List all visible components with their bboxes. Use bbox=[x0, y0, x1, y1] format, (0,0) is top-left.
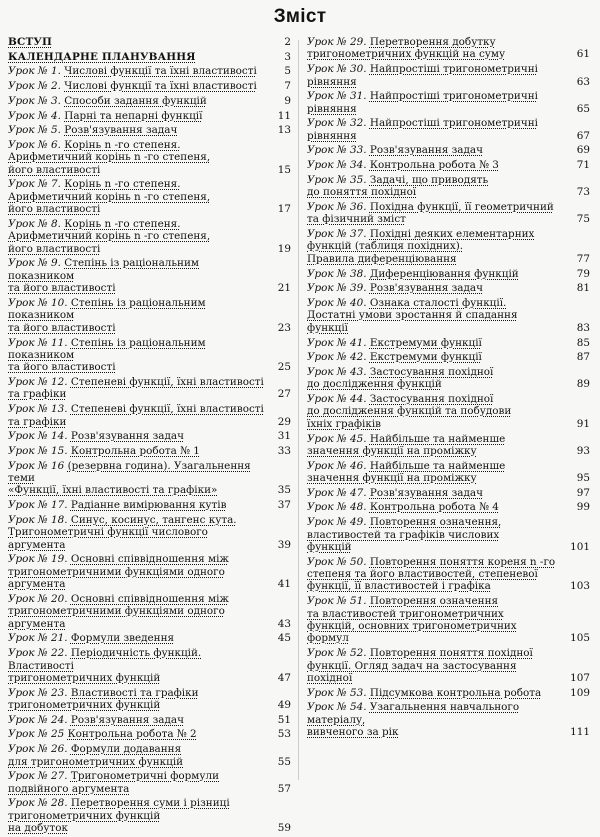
toc-entry-text bbox=[8, 445, 268, 457]
lesson-title: Розв'язування задач bbox=[369, 486, 483, 499]
toc-entry-text bbox=[307, 687, 567, 699]
toc-entry-text bbox=[307, 595, 567, 645]
toc-entry[interactable] bbox=[307, 393, 590, 430]
lesson-title: Контрольна робота № 4 bbox=[369, 501, 499, 514]
lesson-number: Урок № 18. bbox=[8, 513, 68, 526]
page-number: 105 bbox=[570, 632, 590, 645]
lesson-title: Ознака сталості функції. Достатні умови зростання й спадання функції bbox=[307, 296, 518, 334]
lesson-number: Урок № 46. bbox=[307, 459, 367, 472]
page-number: 29 bbox=[277, 415, 291, 428]
toc-entry[interactable] bbox=[307, 159, 590, 171]
page-number: 31 bbox=[277, 430, 291, 443]
lesson-number: Урок № 45. bbox=[307, 432, 367, 445]
page-number: 81 bbox=[576, 282, 590, 295]
toc-entry-text bbox=[8, 218, 268, 255]
toc-entry[interactable] bbox=[8, 178, 291, 215]
page-number: 27 bbox=[277, 388, 291, 401]
page-number: 23 bbox=[277, 321, 291, 334]
lesson-title: КАЛЕНДАРНЕ ПЛАНУВАННЯ bbox=[8, 50, 196, 63]
lesson-number: Урок № 39. bbox=[307, 282, 367, 295]
toc-entry-text bbox=[8, 403, 268, 428]
toc-entry-text bbox=[307, 117, 567, 142]
toc-entry[interactable] bbox=[8, 714, 291, 726]
toc-entry-text bbox=[8, 297, 268, 334]
toc-entry[interactable] bbox=[8, 687, 291, 712]
lesson-number: Урок № 38. bbox=[307, 267, 367, 280]
toc-entry[interactable] bbox=[8, 218, 291, 255]
toc-entry-text bbox=[307, 337, 567, 349]
page-number: 9 bbox=[284, 94, 291, 107]
page-number: 101 bbox=[570, 540, 590, 553]
page-number: 69 bbox=[576, 144, 590, 157]
lesson-title: Узагальнення навчального матеріалу, вивченого за рік bbox=[307, 701, 520, 739]
page-number: 79 bbox=[576, 267, 590, 280]
toc-entry-text bbox=[8, 770, 268, 795]
toc-entry-text bbox=[8, 632, 268, 644]
page-title: Зміст bbox=[273, 6, 327, 27]
lesson-number: Урок № 33. bbox=[307, 144, 367, 157]
lesson-number: Урок № 47. bbox=[307, 486, 367, 499]
page-number: 97 bbox=[576, 486, 590, 499]
toc-entry[interactable] bbox=[307, 556, 590, 593]
page-number: 41 bbox=[277, 578, 291, 591]
lesson-title: Похідна функції, її геометричний та фізичний зміст bbox=[307, 200, 554, 226]
lesson-number: Урок № 32. bbox=[307, 117, 367, 130]
lesson-number: Урок № 25 bbox=[8, 728, 65, 741]
page-number: 95 bbox=[576, 472, 590, 485]
lesson-title: Основні співвідношення між тригонометричними функціями одного аргумента bbox=[8, 592, 229, 630]
page-number: 99 bbox=[576, 501, 590, 514]
lesson-number: Урок № 37. bbox=[307, 228, 367, 241]
toc-entry-text bbox=[8, 499, 268, 511]
toc-entry-text bbox=[8, 728, 268, 740]
toc-entry-text bbox=[307, 501, 567, 513]
lesson-title: Повторення означення та властивостей тригонометричних функцій, основних тригонометричних формул bbox=[307, 595, 517, 645]
toc-entry-text bbox=[8, 430, 268, 442]
page-number: 51 bbox=[277, 713, 291, 726]
lesson-title: Екстремуми функції bbox=[369, 336, 482, 349]
toc-entry-text bbox=[307, 556, 567, 593]
toc-entry[interactable] bbox=[8, 65, 291, 77]
page-number: 43 bbox=[277, 617, 291, 630]
toc-entry-text bbox=[307, 268, 567, 280]
toc-entry-text bbox=[307, 516, 567, 553]
lesson-title: Степінь із раціональним показником та його властивості bbox=[8, 257, 199, 295]
lesson-title: Контрольна робота № 1 bbox=[70, 444, 200, 457]
page-number: 111 bbox=[570, 726, 590, 739]
lesson-number: Урок № 30. bbox=[307, 63, 367, 76]
toc-entry[interactable] bbox=[8, 51, 291, 63]
lesson-title: Розв'язування задач bbox=[64, 124, 178, 137]
toc-entry[interactable] bbox=[8, 403, 291, 428]
toc-entry[interactable] bbox=[8, 110, 291, 122]
lesson-title: Перетворення суми і різниці тригонометричних функцій на добуток bbox=[8, 797, 230, 835]
lesson-title: Розв'язування задач bbox=[369, 144, 483, 157]
toc-entry-text bbox=[307, 36, 567, 61]
lesson-title: Числові функції та їхні властивості bbox=[64, 65, 257, 78]
toc-entry-text bbox=[307, 174, 567, 199]
toc-entry-text bbox=[307, 460, 567, 485]
lesson-number: Урок № 29. bbox=[307, 36, 367, 48]
page-number: 93 bbox=[576, 444, 590, 457]
lesson-title: Похідні деяких елементарних функцій (таблиця похідних). Правила диференціювання bbox=[307, 228, 535, 265]
toc-entry[interactable] bbox=[8, 297, 291, 334]
page-number: 49 bbox=[277, 699, 291, 712]
page-number: 73 bbox=[576, 186, 590, 199]
lesson-number: Урок № 13. bbox=[8, 403, 68, 416]
lesson-title: Контрольна робота № 3 bbox=[369, 159, 499, 172]
lesson-number: Урок № 36. bbox=[307, 200, 367, 213]
toc-entry-text bbox=[8, 553, 268, 590]
page-number: 47 bbox=[277, 671, 291, 684]
toc-entry[interactable] bbox=[307, 351, 590, 363]
toc-entry[interactable] bbox=[8, 36, 291, 48]
toc-entry[interactable] bbox=[307, 501, 590, 513]
lesson-number: Урок № 3. bbox=[8, 94, 61, 107]
page-number: 15 bbox=[277, 163, 291, 176]
toc-entry[interactable] bbox=[8, 124, 291, 136]
lesson-title: Повторення поняття похідної функції. Огляд задач на застосування похідної bbox=[307, 647, 533, 684]
lesson-number: Урок № 19. bbox=[8, 553, 68, 566]
toc-entry-text bbox=[8, 593, 268, 630]
toc-entry[interactable] bbox=[8, 499, 291, 511]
lesson-title: Способи задання функцій bbox=[64, 94, 207, 107]
lesson-number: Урок № 6. bbox=[8, 138, 61, 151]
toc-entry[interactable] bbox=[307, 487, 590, 499]
toc-entry[interactable] bbox=[307, 516, 590, 553]
toc-entry[interactable] bbox=[307, 228, 590, 265]
page-number: 13 bbox=[277, 124, 291, 137]
page-number: 59 bbox=[277, 822, 291, 835]
page-number: 19 bbox=[277, 242, 291, 255]
page-number: 17 bbox=[277, 203, 291, 216]
page-number: 109 bbox=[570, 686, 590, 699]
lesson-number: Урок № 53. bbox=[307, 686, 367, 699]
lesson-number: Урок № 24. bbox=[8, 713, 68, 726]
toc-entry-text bbox=[307, 282, 567, 294]
lesson-number: Урок № 1. bbox=[8, 65, 61, 78]
lesson-title: Розв'язування задач bbox=[369, 282, 483, 295]
toc-entry-text bbox=[307, 433, 567, 458]
toc-entry[interactable] bbox=[307, 268, 590, 280]
lesson-title: Корінь n -го степеня. Арифметичний корінь n -го степеня, його властивості bbox=[8, 217, 211, 255]
toc-entry-text bbox=[8, 178, 268, 215]
page-number: 85 bbox=[576, 336, 590, 349]
lesson-number: Урок № 2. bbox=[8, 80, 61, 93]
toc-entry[interactable] bbox=[8, 647, 291, 684]
lesson-number: Урок № 34. bbox=[307, 159, 367, 172]
toc-entry[interactable] bbox=[307, 366, 590, 391]
page-number: 75 bbox=[576, 213, 590, 226]
lesson-number: Урок № 22. bbox=[8, 647, 68, 660]
toc-left-column bbox=[8, 36, 291, 837]
toc-entry-text bbox=[307, 144, 567, 156]
toc-entry-text bbox=[8, 687, 268, 712]
lesson-title: Розв'язування задач bbox=[70, 430, 184, 443]
lesson-title: Степінь із раціональним показником та його властивості bbox=[8, 336, 206, 374]
lesson-number: Урок № 14. bbox=[8, 430, 68, 443]
lesson-number: Урок № 44. bbox=[307, 393, 367, 406]
lesson-number: Урок № 17. bbox=[8, 499, 68, 512]
toc-entry-text bbox=[307, 366, 567, 391]
toc-entry[interactable] bbox=[8, 445, 291, 457]
lesson-title: Диференціювання функцій bbox=[369, 267, 519, 280]
toc-entry[interactable] bbox=[8, 460, 291, 497]
page-number: 77 bbox=[576, 252, 590, 265]
lesson-number: Урок № 4. bbox=[8, 109, 61, 122]
toc-entry-text bbox=[307, 63, 567, 88]
page-number: 55 bbox=[277, 755, 291, 768]
toc-entry[interactable] bbox=[307, 144, 590, 156]
lesson-number: Урок № 12. bbox=[8, 376, 68, 389]
lesson-number: Урок № 8. bbox=[8, 217, 61, 230]
lesson-title: Контрольна робота № 2 bbox=[67, 728, 197, 741]
toc-entry[interactable] bbox=[307, 337, 590, 349]
page-number: 103 bbox=[570, 580, 590, 593]
toc-entry-text bbox=[8, 460, 268, 497]
toc-entry-text bbox=[8, 124, 268, 136]
page-number: 21 bbox=[277, 282, 291, 295]
lesson-number: Урок № 31. bbox=[307, 90, 367, 103]
toc-entry-text bbox=[8, 110, 268, 122]
lesson-number: Урок № 50. bbox=[307, 555, 367, 568]
lesson-title: Синус, косинус, тангенс кута. Тригонометричні функції числового аргумента bbox=[8, 513, 237, 551]
page-number: 91 bbox=[576, 417, 590, 430]
page-number: 71 bbox=[576, 159, 590, 172]
toc-entry-text bbox=[8, 797, 268, 834]
toc-entry[interactable] bbox=[8, 139, 291, 176]
page-number: 107 bbox=[570, 671, 590, 684]
lesson-title: Найбільше та найменше значення функції на проміжку bbox=[307, 432, 506, 457]
page-number: 61 bbox=[576, 48, 590, 61]
page-number: 45 bbox=[277, 632, 291, 645]
toc-entry[interactable] bbox=[8, 593, 291, 630]
toc-entry-text bbox=[307, 159, 567, 171]
lesson-title: Підсумкова контрольна робота bbox=[369, 686, 542, 699]
toc-entry[interactable] bbox=[8, 770, 291, 795]
toc-entry-text bbox=[8, 514, 268, 551]
toc-entry[interactable] bbox=[8, 337, 291, 374]
lesson-title: Степеневі функції, їхні властивості та графіки bbox=[8, 403, 264, 428]
lesson-number: Урок № 48. bbox=[307, 501, 367, 514]
toc-entry-text bbox=[307, 90, 567, 115]
toc-entry-text bbox=[8, 51, 268, 63]
toc-entry[interactable] bbox=[8, 95, 291, 107]
toc-entry[interactable] bbox=[307, 460, 590, 485]
toc-entry-text bbox=[8, 80, 268, 92]
toc-entry[interactable] bbox=[307, 282, 590, 294]
lesson-number: Урок № 28. bbox=[8, 797, 68, 810]
lesson-number: Урок № 7. bbox=[8, 178, 61, 191]
toc-entry[interactable] bbox=[8, 728, 291, 740]
lesson-number: Урок № 43. bbox=[307, 365, 367, 378]
toc-entry[interactable] bbox=[8, 80, 291, 92]
lesson-number: Урок № 40. bbox=[307, 296, 367, 309]
toc-entry[interactable] bbox=[307, 174, 590, 199]
lesson-number: Урок № 11. bbox=[8, 336, 68, 349]
toc-entry-text bbox=[307, 228, 567, 265]
toc-entry-text bbox=[8, 647, 268, 684]
toc-entry-text bbox=[8, 257, 268, 294]
toc-entry[interactable] bbox=[307, 433, 590, 458]
toc-entry[interactable] bbox=[307, 687, 590, 699]
lesson-title: Корінь n -го степеня. Арифметичний корінь n -го степеня, його властивості bbox=[8, 178, 211, 216]
toc-entry-text bbox=[8, 65, 268, 77]
toc-entry[interactable] bbox=[8, 376, 291, 401]
lesson-number: Урок № 35. bbox=[307, 173, 367, 186]
toc-entry[interactable] bbox=[307, 117, 590, 142]
page-number: 11 bbox=[277, 109, 291, 122]
toc-entry-text bbox=[307, 201, 567, 226]
lesson-title: Найпростіші тригонометричні рівняння bbox=[307, 117, 538, 142]
page-number: 67 bbox=[576, 129, 590, 142]
lesson-number: Урок № 27. bbox=[8, 770, 68, 783]
lesson-title: Основні співвідношення між тригонометричними функціями одного аргумента bbox=[8, 553, 229, 591]
page-number: 35 bbox=[277, 484, 291, 497]
toc-entry-text bbox=[307, 297, 567, 334]
lesson-number: Урок № 41. bbox=[307, 336, 367, 349]
toc-entry[interactable] bbox=[8, 632, 291, 644]
lesson-title: Періодичність функцій. Властивості тригонометричних функцій bbox=[8, 647, 202, 684]
lesson-number: Урок № 5. bbox=[8, 124, 61, 137]
lesson-title: Найбільше та найменше значення функції на проміжку bbox=[307, 459, 506, 485]
toc-entry[interactable] bbox=[307, 595, 590, 645]
lesson-title: Радіанне вимірювання кутів bbox=[70, 499, 227, 512]
page-number: 63 bbox=[576, 75, 590, 88]
page-number: 33 bbox=[277, 444, 291, 457]
lesson-number: Урок № 9. bbox=[8, 257, 61, 270]
lesson-title: Найпростіші тригонометричні рівняння bbox=[307, 90, 538, 115]
page-number: 5 bbox=[284, 65, 291, 78]
lesson-number: Урок № 15. bbox=[8, 444, 68, 457]
toc-entry-text bbox=[8, 743, 268, 768]
toc-entry-text bbox=[307, 393, 567, 430]
toc-entry[interactable] bbox=[8, 553, 291, 590]
toc-entry[interactable] bbox=[307, 90, 590, 115]
lesson-title: (резервна година). Узагальнення теми «Функції, їхні властивості та графіки» bbox=[8, 459, 251, 497]
lesson-title: Застосування похідної до дослідження функцій та побудови їхніх графіків bbox=[307, 393, 512, 430]
page-number: 39 bbox=[277, 538, 291, 551]
toc-entry[interactable] bbox=[307, 201, 590, 226]
lesson-number: Урок № 23. bbox=[8, 686, 68, 699]
lesson-title: Парні та непарні функції bbox=[64, 109, 203, 122]
page-number: 65 bbox=[576, 102, 590, 115]
toc-right-column bbox=[307, 36, 590, 741]
lesson-title: Тригонометричні формули подвійного аргумента bbox=[8, 770, 220, 795]
toc-entry[interactable] bbox=[8, 514, 291, 551]
page-number: 53 bbox=[277, 728, 291, 741]
lesson-number: Урок № 26. bbox=[8, 743, 68, 756]
toc-entry[interactable] bbox=[8, 430, 291, 442]
page-number: 83 bbox=[576, 321, 590, 334]
column-divider bbox=[298, 40, 299, 780]
toc-entry[interactable] bbox=[307, 701, 590, 738]
toc-entry[interactable] bbox=[307, 647, 590, 684]
page-number: 87 bbox=[576, 351, 590, 364]
page-number: 89 bbox=[576, 378, 590, 391]
lesson-title: Степінь із раціональним показником та його властивості bbox=[8, 296, 206, 334]
lesson-title: Екстремуми функції bbox=[369, 351, 482, 364]
lesson-title: Формули зведення bbox=[70, 632, 175, 645]
lesson-title: Перетворення добутку тригонометричних функцій на суму bbox=[307, 36, 506, 61]
lesson-title: Степеневі функції, їхні властивості та графіки bbox=[8, 376, 264, 401]
toc-entry-text bbox=[8, 714, 268, 726]
lesson-number: Урок № 42. bbox=[307, 351, 367, 364]
toc-entry-text bbox=[307, 701, 567, 738]
toc-entry[interactable] bbox=[8, 743, 291, 768]
toc-entry-text bbox=[307, 487, 567, 499]
page-number: 3 bbox=[284, 50, 291, 63]
lesson-title: Корінь n -го степеня. Арифметичний корінь n -го степеня, його властивості bbox=[8, 138, 211, 176]
lesson-title: Повторення означення, властивостей та графіків числових функцій bbox=[307, 516, 502, 553]
toc-entry[interactable] bbox=[307, 297, 590, 334]
page-number: 57 bbox=[277, 782, 291, 795]
lesson-number: Урок № 16 bbox=[8, 459, 65, 472]
lesson-number: Урок № 54. bbox=[307, 701, 367, 714]
lesson-number: Урок № 52. bbox=[307, 647, 367, 660]
lesson-title: Числові функції та їхні властивості bbox=[64, 80, 257, 93]
toc-entry-text bbox=[8, 139, 268, 176]
page-number: 2 bbox=[284, 36, 291, 48]
lesson-title: Властивості та графіки тригонометричних функцій bbox=[8, 686, 199, 712]
toc-entry[interactable] bbox=[8, 257, 291, 294]
lesson-title: Задачі, що приводять до поняття похідної bbox=[307, 173, 489, 199]
lesson-number: Урок № 49. bbox=[307, 516, 367, 529]
lesson-title: Формули додавання для тригонометричних функцій bbox=[8, 743, 184, 768]
lesson-number: Урок № 10. bbox=[8, 296, 68, 309]
toc-entry-text bbox=[307, 647, 567, 684]
toc-entry[interactable] bbox=[307, 36, 590, 61]
lesson-number: Урок № 20. bbox=[8, 592, 68, 605]
lesson-title: Розв'язування задач bbox=[70, 713, 184, 726]
toc-entry[interactable] bbox=[307, 63, 590, 88]
lesson-number: Урок № 21. bbox=[8, 632, 68, 645]
page-number: 37 bbox=[277, 499, 291, 512]
toc-entry-text bbox=[8, 337, 268, 374]
toc-entry-text bbox=[8, 95, 268, 107]
lesson-title: ВСТУП bbox=[8, 36, 53, 48]
lesson-title: Повторення поняття кореня n -го степеня та його властивостей, степеневої функції, її властивостей і графіка bbox=[307, 555, 556, 593]
toc-entry-text bbox=[8, 376, 268, 401]
lesson-number: Урок № 51. bbox=[307, 595, 367, 608]
toc-entry[interactable] bbox=[8, 797, 291, 834]
lesson-title: Найпростіші тригонометричні рівняння bbox=[307, 63, 538, 88]
lesson-title: Застосування похідної до дослідження функцій bbox=[307, 365, 494, 391]
toc-entry-text bbox=[8, 36, 268, 48]
page-number: 7 bbox=[284, 80, 291, 93]
page-number: 25 bbox=[277, 361, 291, 374]
toc-entry-text bbox=[307, 351, 567, 363]
